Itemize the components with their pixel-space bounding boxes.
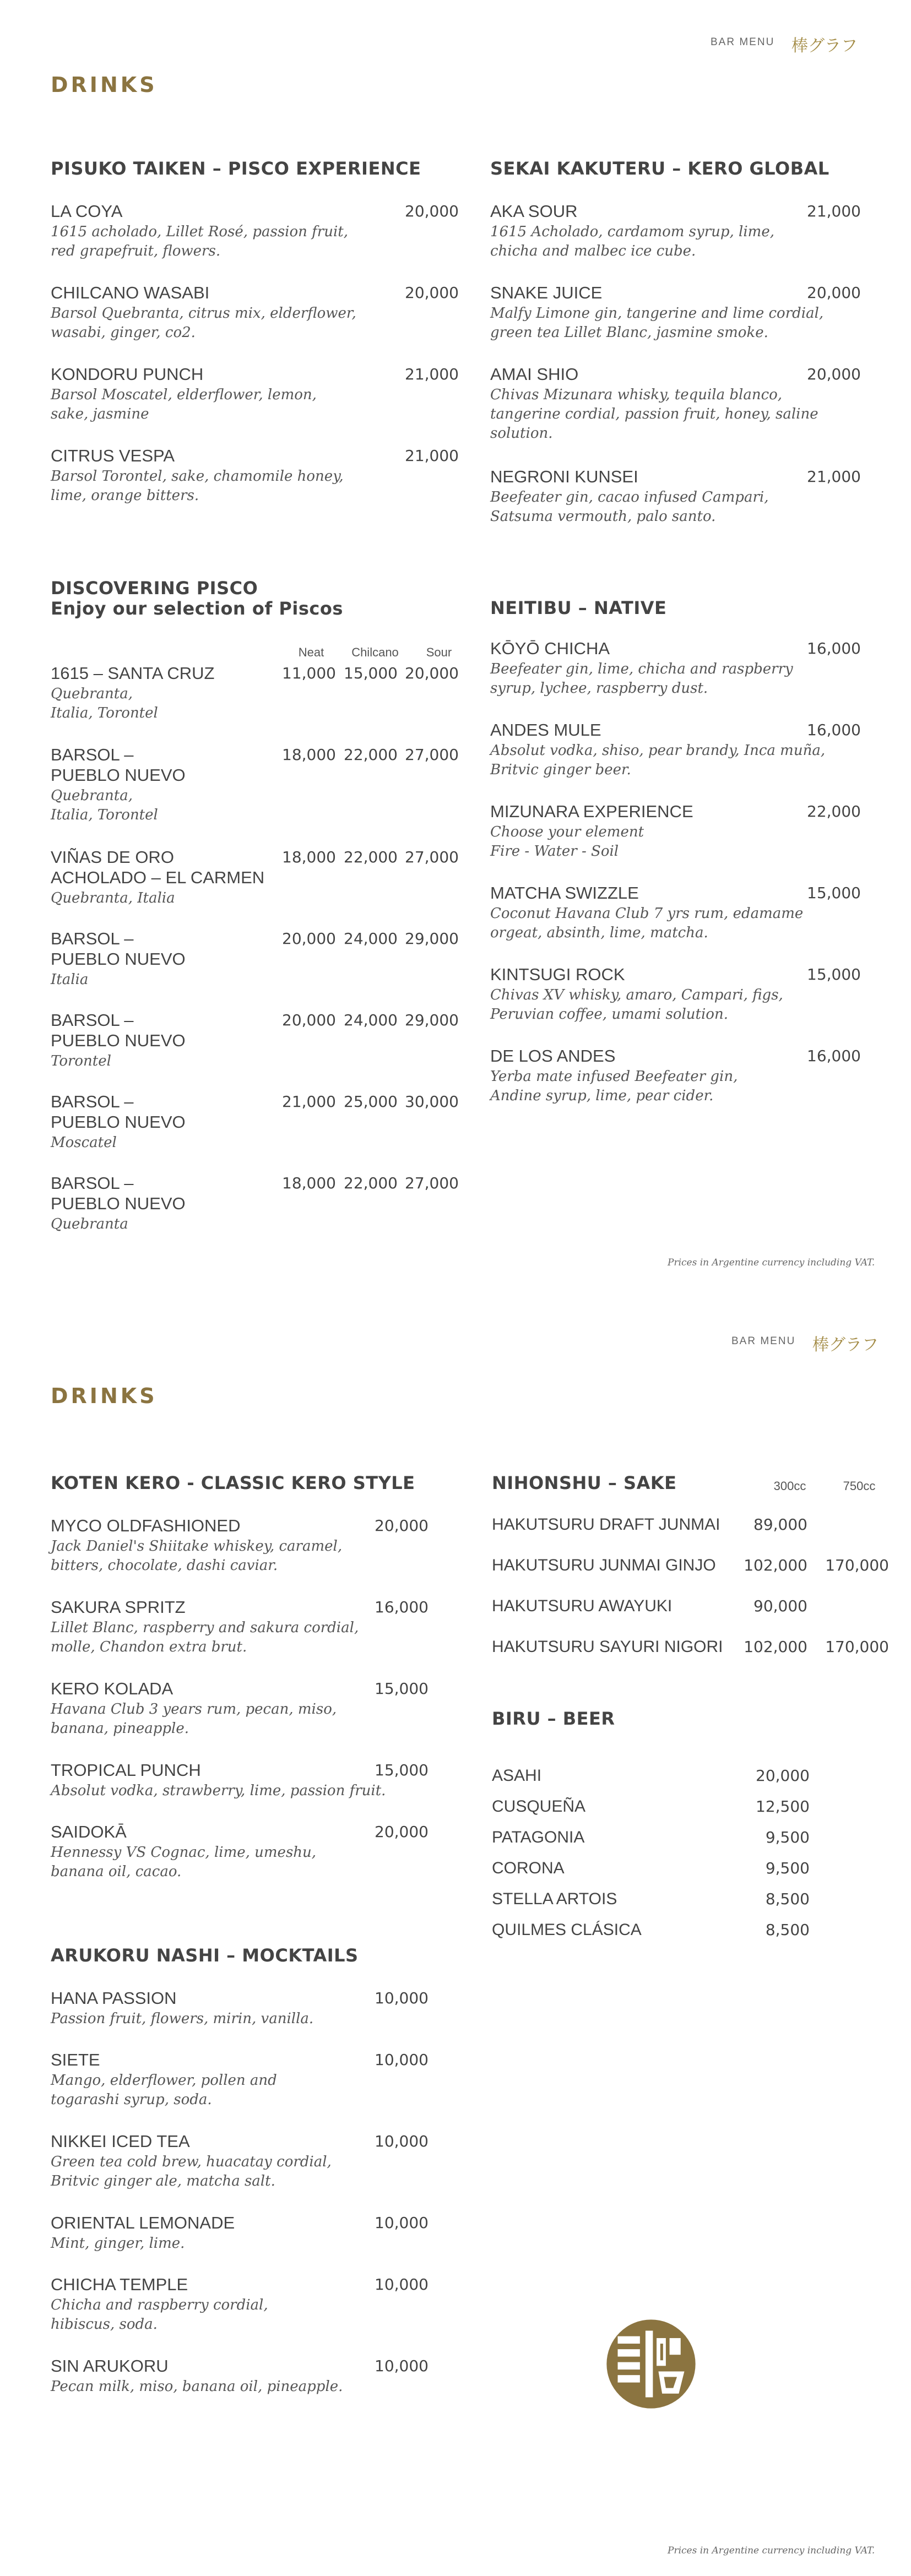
beer-name: CUSQUEÑA [492,1797,586,1816]
price-chilcano: 24,000 [344,930,398,948]
section-title-biru: BIRU – BEER [492,1708,615,1729]
beer-price: 8,500 [765,1921,810,1939]
description-line: Yerba mate infused Beefeater gin, [490,1068,738,1085]
varietal-line: Quebranta, [51,787,133,804]
beer-name: CORONA [492,1859,565,1877]
restaurant-logo-emblem [605,2318,697,2410]
item-description [51,2234,392,2253]
price-chilcano: 22,000 [344,1174,398,1192]
menu-page-2 [0,1288,911,2576]
item-name: SNAKE JUICE [490,283,603,302]
sake-row [492,1556,894,1575]
menu-item [51,1988,429,2029]
description-line: Absolut vodka, shiso, pear brandy, Inca muña, [490,742,826,759]
item-name: HANA PASSION [51,1988,177,2008]
description-line: wasabi, ginger, co2. [51,324,196,341]
price-neat: 18,000 [282,746,336,764]
item-description [490,823,843,861]
price-300cc: 89,000 [753,1515,807,1534]
menu-item [490,639,861,698]
item-name: KONDORU PUNCH [51,365,204,384]
price-sour: 27,000 [405,848,459,866]
description-line: bitters, chocolate, dashi caviar. [51,1557,278,1574]
item-description [51,1843,392,1882]
pisco-varietal [51,786,469,825]
description-line: solution. [490,425,553,442]
item-price: 20,000 [375,1517,429,1535]
item-description [51,2296,392,2334]
description-line: hibiscus, soda. [51,2316,158,2333]
price-sour: 30,000 [405,1093,459,1111]
item-name: ANDES MULE [490,720,601,740]
item-price: 20,000 [405,202,459,220]
beer-name: PATAGONIA [492,1828,585,1846]
menu-item [490,283,861,343]
beer-price: 9,500 [765,1828,810,1846]
menu-item [51,1679,429,1738]
description-line: syrup, lychee, raspberry dust. [490,680,708,697]
description-line: Havana Club 3 years rum, pecan, miso, [51,1701,337,1718]
item-name: SAKURA SPRITZ [51,1597,186,1617]
item-price: 10,000 [375,2275,429,2294]
price-neat: 18,000 [282,848,336,866]
sake-name: HAKUTSURU DRAFT JUNMAI [492,1515,720,1534]
pisco-varietal [51,1052,469,1071]
description-line: Chivas Mizunara whisky, tequila blanco, [490,387,783,403]
pisco-name-line: 1615 – SANTA CRUZ [51,664,215,683]
item-name: SAIDOKĀ [51,1822,127,1841]
pisco-item [51,847,469,908]
beer-row [492,1858,811,1878]
item-name: CITRUS VESPA [51,446,175,465]
beer-price: 20,000 [756,1767,810,1785]
item-price: 21,000 [405,447,459,465]
item-name: TROPICAL PUNCH [51,1760,201,1780]
item-name: AMAI SHIO [490,365,579,384]
description-line: Choose your element [490,824,644,840]
prices-footnote: Prices in Argentine currency including VAT. [668,2545,875,2556]
description-line: red grapefruit, flowers. [51,243,221,259]
section-title-koten: KOTEN KERO - CLASSIC KERO STYLE [51,1472,415,1493]
item-description [51,1781,392,1801]
menu-item [51,1760,429,1801]
price-neat: 18,000 [282,1174,336,1192]
varietal-line: Moscatel [51,1134,117,1151]
item-name: MYCO OLDFASHIONED [51,1516,241,1535]
menu-item [51,202,459,261]
beer-price: 9,500 [765,1859,810,1877]
item-description [490,488,843,526]
col-head-300cc: 300cc [773,1479,806,1493]
beer-name: STELLA ARTOIS [492,1890,617,1908]
menu-item [490,365,861,443]
section-title-nihonshu: NIHONSHU – SAKE [492,1472,677,1493]
pisco-item [51,928,469,990]
item-price: 10,000 [375,2051,429,2069]
item-description [51,1537,392,1575]
pisco-varietal [51,684,469,723]
menu-item [490,883,861,943]
item-price: 16,000 [807,639,861,657]
sake-row [492,1515,894,1535]
japanese-logo-text: 棒グラフ [791,36,858,56]
menu-item [51,365,459,424]
item-name: CHILCANO WASABI [51,283,210,302]
pisco-name-line: BARSOL – [51,929,134,948]
item-name: MIZUNARA EXPERIENCE [490,802,693,821]
item-description [51,2377,392,2396]
beer-row [492,1828,811,1847]
item-name: DE LOS ANDES [490,1046,616,1066]
description-line: Beefeater gin, cacao infused Campari, [490,489,769,506]
price-neat: 20,000 [282,930,336,948]
price-300cc: 90,000 [753,1597,807,1615]
menu-item [51,1822,429,1882]
item-price: 10,000 [375,2214,429,2232]
section-title-discovering [51,578,343,619]
item-description [490,904,843,943]
pisco-varietal [51,1215,469,1234]
sake-row [492,1596,894,1616]
menu-item [51,446,459,506]
pisco-name-line: BARSOL – [51,1010,134,1030]
price-sour: 27,000 [405,746,459,764]
item-name: SIETE [51,2050,100,2069]
varietal-line: Quebranta, Italia [51,890,175,906]
bar-menu-label: BAR MENU [731,1335,796,1347]
description-line: Jack Daniel's Shiitake whiskey, caramel, [51,1538,343,1555]
item-description [51,222,403,261]
item-name: KINTSUGI ROCK [490,965,625,984]
item-price: 21,000 [807,468,861,486]
beer-name: ASAHI [492,1767,542,1785]
pisco-name-line: PUEBLO NUEVO [51,949,186,969]
item-description [51,1700,392,1738]
description-line: Mango, elderflower, pollen and [51,2072,277,2089]
section-title-arukoru: ARUKORU NASHI – MOCKTAILS [51,1945,359,1966]
description-line: Lillet Blanc, raspberry and sakura cordial, [51,1619,359,1636]
price-chilcano: 22,000 [344,746,398,764]
item-description [51,1618,392,1657]
beer-row [492,1920,811,1940]
price-neat: 20,000 [282,1011,336,1029]
description-line: Satsuma vermouth, palo santo. [490,508,716,525]
price-750cc: 170,000 [825,1638,889,1656]
col-head-chilcano: Chilcano [351,645,399,659]
price-chilcano: 15,000 [344,664,398,682]
menu-item [51,283,459,343]
description-line: Britvic ginger beer. [490,762,631,778]
description-line: green tea Lillet Blanc, jasmine smoke. [490,324,768,341]
description-line: Chicha and raspberry cordial, [51,2297,268,2313]
price-300cc: 102,000 [744,1638,807,1656]
menu-item [51,2213,429,2253]
price-neat: 21,000 [282,1093,336,1111]
item-name: NEGRONI KUNSEI [490,467,638,486]
japanese-logo-text: 棒グラフ [812,1335,879,1355]
prices-footnote: Prices in Argentine currency including VAT. [668,1257,875,1268]
item-price: 10,000 [375,2132,429,2150]
sake-name: HAKUTSURU AWAYUKI [492,1597,673,1615]
price-300cc: 102,000 [744,1556,807,1574]
item-price: 20,000 [375,1823,429,1841]
item-price: 21,000 [807,202,861,220]
menu-item [490,202,861,261]
item-price: 16,000 [807,721,861,739]
drinks-title: DRINKS [51,1384,158,1408]
item-price: 15,000 [375,1761,429,1779]
pisco-name-line: ACHOLADO – EL CARMEN [51,868,265,887]
description-line: Absolut vodka, strawberry, lime, passion fruit. [51,1782,386,1799]
beer-row [492,1766,811,1786]
menu-item [51,1597,429,1657]
pisco-item [51,744,469,825]
item-price: 15,000 [807,884,861,902]
description-line: Peruvian coffee, umami solution. [490,1006,728,1023]
menu-item [490,802,861,861]
item-description [51,467,403,506]
description-line: Chivas XV whisky, amaro, Campari, figs, [490,987,783,1003]
pisco-item [51,1173,469,1234]
item-description [490,1067,843,1106]
item-description [490,385,843,443]
pisco-name-line: PUEBLO NUEVO [51,1194,186,1213]
description-line: Pecan milk, miso, banana oil, pineapple. [51,2378,343,2395]
item-price: 15,000 [807,965,861,983]
pisco-name-line: BARSOL – [51,1092,134,1111]
description-line: chicha and malbec ice cube. [490,243,696,259]
item-price: 22,000 [807,802,861,820]
menu-item [51,2050,429,2110]
description-line: Coconut Havana Club 7 yrs rum, edamame [490,905,804,922]
item-price: 10,000 [375,1989,429,2007]
price-chilcano: 24,000 [344,1011,398,1029]
beer-price: 12,500 [756,1797,810,1816]
item-description [51,385,403,424]
item-price: 21,000 [405,365,459,383]
item-price: 15,000 [375,1680,429,1698]
beer-row [492,1889,811,1909]
price-sour: 20,000 [405,664,459,682]
pisco-name-line: PUEBLO NUEVO [51,1112,186,1132]
beer-row [492,1797,811,1817]
item-name: LA COYA [51,202,123,221]
item-name: CHICHA TEMPLE [51,2275,188,2294]
description-line: molle, Chandon extra brut. [51,1639,247,1655]
item-name: AKA SOUR [490,202,578,221]
menu-item [51,1516,429,1575]
price-sour: 29,000 [405,930,459,948]
item-name: SIN ARUKORU [51,2356,169,2376]
item-name: ORIENTAL LEMONADE [51,2213,235,2232]
item-name: KERO KOLADA [51,1679,173,1698]
item-price: 16,000 [807,1047,861,1065]
price-neat: 11,000 [282,664,336,682]
pisco-name-line: VIÑAS DE ORO [51,847,174,867]
varietal-line: Quebranta [51,1216,128,1232]
description-line: Hennessy VS Cognac, lime, umeshu, [51,1844,317,1861]
price-750cc: 170,000 [825,1556,889,1574]
varietal-line: Quebranta, [51,686,133,702]
item-description [51,304,403,343]
item-description [51,2071,392,2110]
item-name: KŌYŌ CHICHA [490,639,610,658]
item-description [490,741,843,780]
price-chilcano: 25,000 [344,1093,398,1111]
item-description [490,304,843,343]
varietal-line: Torontel [51,1053,111,1069]
price-sour: 29,000 [405,1011,459,1029]
description-line: tangerine cordial, passion fruit, honey, saline [490,406,818,422]
description-line: Malfy Limone gin, tangerine and lime cordial, [490,305,824,322]
bar-menu-label: BAR MENU [711,36,775,48]
description-line: banana oil, cacao. [51,1863,182,1880]
menu-item [51,2275,429,2334]
beer-price: 8,500 [765,1890,810,1908]
sake-row [492,1637,894,1657]
varietal-line: Italia [51,971,89,988]
menu-item [490,720,861,780]
pisco-name-line: BARSOL – [51,1173,134,1193]
discovering-subtitle: Enjoy our selection of Piscos [51,598,343,619]
pisco-item [51,663,469,723]
menu-item [490,965,861,1024]
beer-name: QUILMES CLÁSICA [492,1921,642,1939]
item-price: 20,000 [405,284,459,302]
item-description [51,2009,392,2029]
item-name: NIKKEI ICED TEA [51,2132,190,2151]
pisco-item [51,1010,469,1071]
price-sour: 27,000 [405,1174,459,1192]
col-head-sour: Sour [426,645,452,659]
description-line: 1615 Acholado, cardamom syrup, lime, [490,224,774,240]
item-price: 20,000 [807,284,861,302]
description-line: Britvic ginger ale, matcha salt. [51,2173,275,2189]
description-line: sake, jasmine [51,406,149,422]
pisco-item [51,1091,469,1153]
menu-item [490,467,861,526]
pisco-name-line: PUEBLO NUEVO [51,1031,186,1050]
pisco-varietal [51,1133,469,1153]
description-line: Passion fruit, flowers, mirin, vanilla. [51,2010,314,2027]
item-description [490,222,843,261]
description-line: togarashi syrup, soda. [51,2091,212,2108]
description-line: Barsol Torontel, sake, chamomile honey, [51,468,344,485]
description-line: Barsol Quebranta, citrus mix, elderflower, [51,305,356,322]
pisco-name-line: PUEBLO NUEVO [51,765,186,785]
menu-item [51,2356,429,2396]
varietal-line: Italia, Torontel [51,705,158,721]
item-price: 10,000 [375,2357,429,2375]
drinks-title: DRINKS [51,73,158,97]
description-line: Andine syrup, lime, pear cider. [490,1088,714,1104]
pisco-varietal [51,889,469,908]
menu-item [490,1046,861,1106]
item-description [490,660,843,698]
description-line: Barsol Moscatel, elderflower, lemon, [51,387,317,403]
col-head-neat: Neat [298,645,324,659]
pisco-name-line: BARSOL – [51,745,134,764]
item-name: MATCHA SWIZZLE [490,883,639,903]
description-line: Beefeater gin, lime, chicha and raspberry [490,661,793,677]
item-description [490,986,843,1024]
description-line: Mint, ginger, lime. [51,2235,185,2252]
col-head-750cc: 750cc [843,1479,876,1493]
item-price: 20,000 [807,365,861,383]
description-line: Green tea cold brew, huacatay cordial, [51,2154,332,2170]
description-line: 1615 acholado, Lillet Rosé, passion fruit, [51,224,348,240]
section-title-sekai: SEKAI KAKUTERU – KERO GLOBAL [490,158,829,179]
description-line: lime, orange bitters. [51,487,199,504]
discovering-title: DISCOVERING PISCO [51,578,258,599]
section-title-neitibu: NEITIBU – NATIVE [490,597,667,618]
price-chilcano: 22,000 [344,848,398,866]
item-price: 16,000 [375,1598,429,1616]
varietal-line: Italia, Torontel [51,807,158,823]
sake-name: HAKUTSURU SAYURI NIGORI [492,1638,723,1656]
description-line: Fire - Water - Soil [490,843,619,860]
section-title-pisuko: PISUKO TAIKEN – PISCO EXPERIENCE [51,158,421,179]
menu-item [51,2132,429,2191]
description-line: orgeat, absinth, lime, matcha. [490,925,708,941]
item-description [51,2153,392,2191]
pisco-varietal [51,970,469,990]
sake-name: HAKUTSURU JUNMAI GINJO [492,1556,716,1574]
description-line: banana, pineapple. [51,1720,189,1737]
